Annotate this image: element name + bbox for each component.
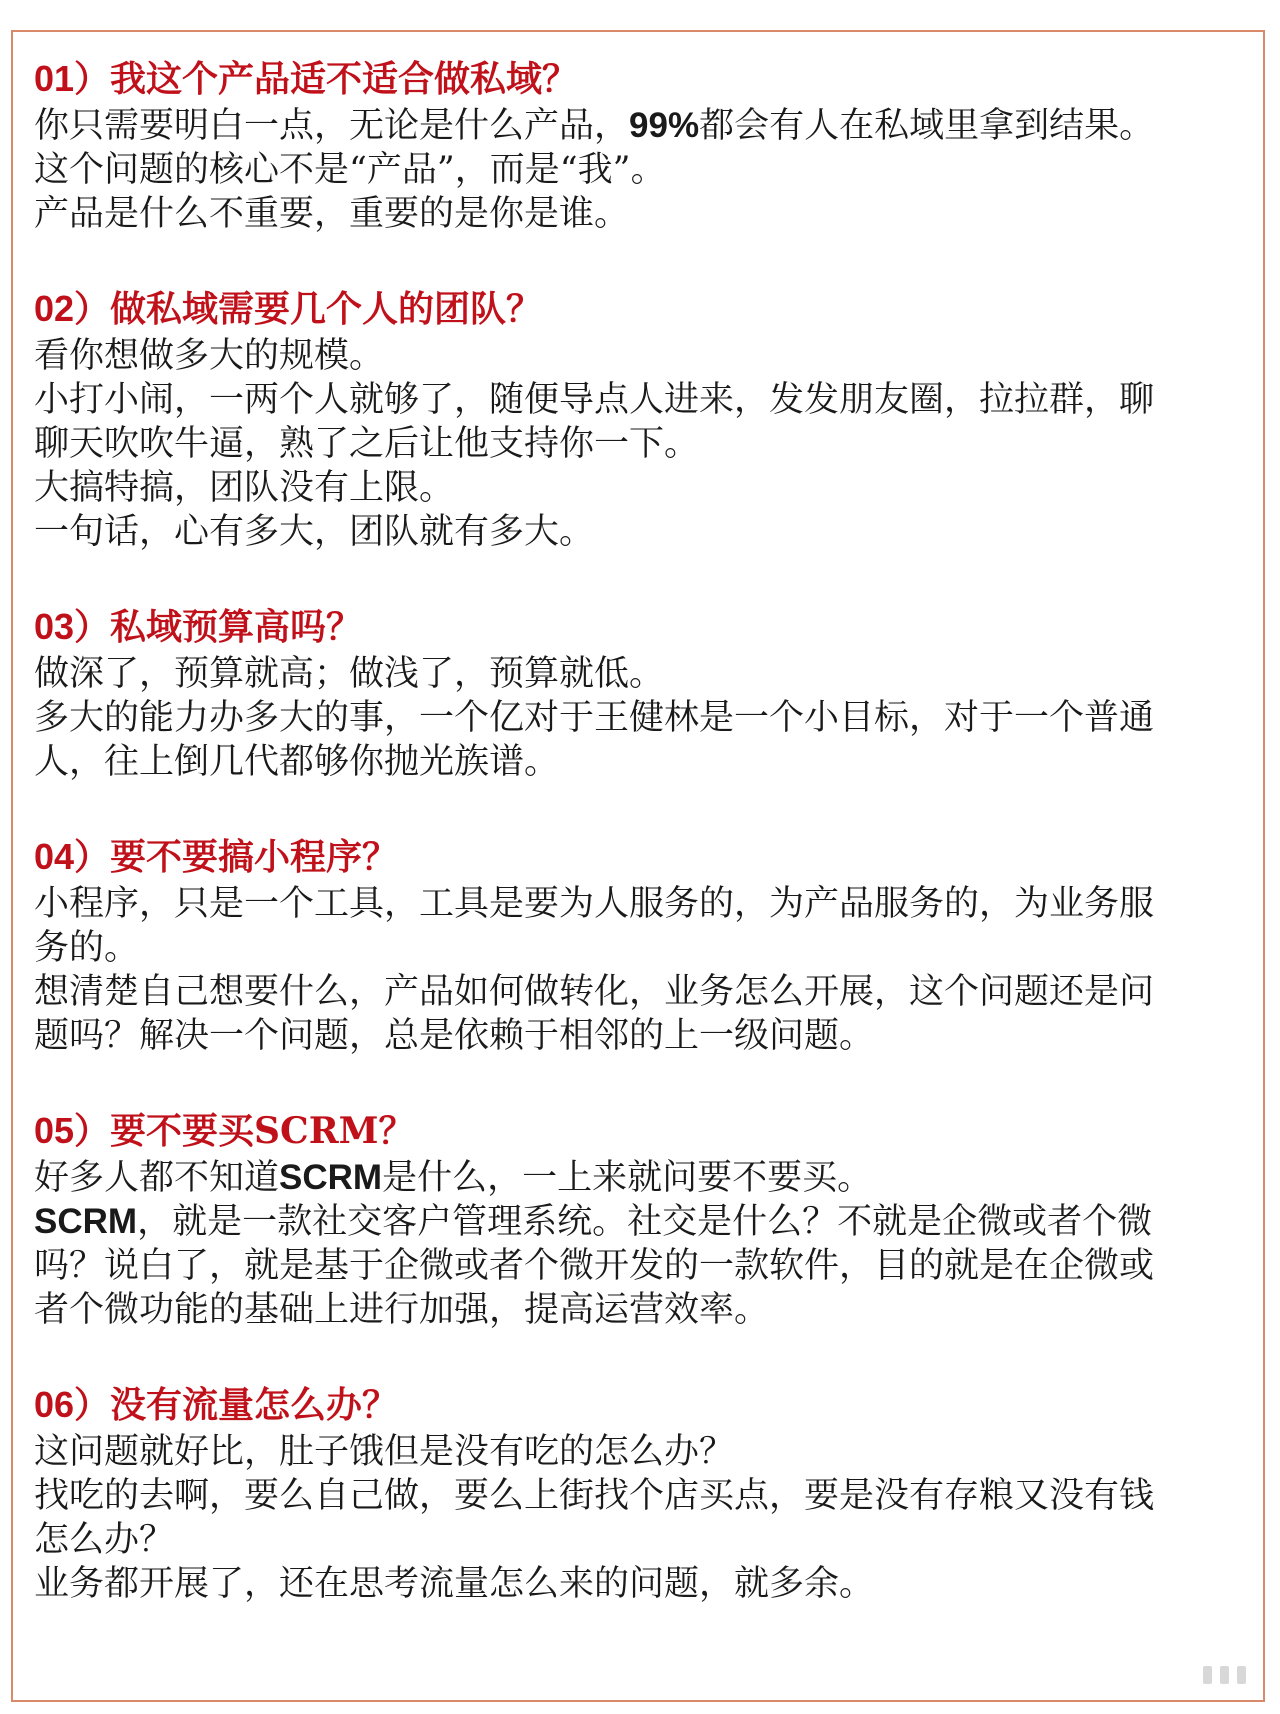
answer-line xyxy=(34,192,1264,236)
answer-text: 都会有人在私域里拿到结果。 xyxy=(699,106,1155,146)
answer-text: 想清楚自己想要什么，产品如何做转化，业务怎么开展，这个问题还是问 xyxy=(34,972,1155,1012)
answer-line xyxy=(34,652,1264,696)
answer-line xyxy=(34,1200,1264,1244)
answer-line xyxy=(34,104,1264,148)
answer-text: 聊天吹吹牛逼，熟了之后让他支持你一下。 xyxy=(34,424,700,464)
faq-question-heading xyxy=(34,54,1264,104)
answer-line xyxy=(34,1474,1264,1518)
answer-text: 人，往上倒几代都够你抛光族谱。 xyxy=(34,742,560,782)
answer-line xyxy=(34,926,1264,970)
faq-question-heading xyxy=(34,602,1264,652)
answer-text: 一句话，心有多大，团队就有多大。 xyxy=(34,512,595,552)
answer-line xyxy=(34,1244,1264,1288)
answer-text: 这问题就好比，肚子饿但是没有吃的怎么办？ xyxy=(34,1432,735,1472)
question-title: 做私域需要几个人的团队？ xyxy=(110,288,543,330)
answer-text: 好多人都不知道 xyxy=(34,1158,280,1198)
question-number: 03） xyxy=(34,606,111,647)
question-title: 要不要买SCRM？ xyxy=(110,1110,415,1152)
question-title: 要不要搞小程序？ xyxy=(110,836,399,878)
answer-text: 务的。 xyxy=(34,928,140,968)
answer-bold-text: SCRM xyxy=(34,1202,138,1241)
question-title: 没有流量怎么办？ xyxy=(110,1384,399,1426)
answer-text: 怎么办？ xyxy=(34,1520,175,1560)
answer-text: 多大的能力办多大的事，一个亿对于王健林是一个小目标，对于一个普通 xyxy=(34,698,1155,738)
question-number: 01） xyxy=(34,58,111,99)
answer-text: 小程序，只是一个工具，工具是要为人服务的，为产品服务的，为业务服 xyxy=(34,884,1155,924)
answer-text: 看你想做多大的规模。 xyxy=(34,336,385,376)
question-number: 04） xyxy=(34,836,111,877)
answer-line xyxy=(34,1562,1264,1606)
answer-text: 者个微功能的基础上进行加强，提高运营效率。 xyxy=(34,1290,770,1330)
answer-text: 大搞特搞，团队没有上限。 xyxy=(34,468,455,508)
answer-text: 题吗？解决一个问题，总是依赖于相邻的上一级问题。 xyxy=(34,1016,875,1056)
question-title: 我这个产品适不适合做私域？ xyxy=(110,58,579,100)
answer-line xyxy=(34,1156,1264,1200)
answer-line xyxy=(34,466,1264,510)
answer-text: 做深了，预算就高；做浅了，预算就低。 xyxy=(34,654,665,694)
answer-line xyxy=(34,740,1264,784)
answer-line xyxy=(34,970,1264,1014)
answer-line xyxy=(34,882,1264,926)
answer-line xyxy=(34,1430,1264,1474)
answer-bold-text: 99% xyxy=(629,106,700,145)
answer-line xyxy=(34,378,1264,422)
answer-line xyxy=(34,1518,1264,1562)
faq-section xyxy=(34,284,1264,554)
ellipsis-icon xyxy=(1203,1666,1246,1684)
answer-text: 吗？说白了，就是基于企微或者个微开发的一款软件，目的就是在企微或 xyxy=(34,1246,1155,1286)
faq-section xyxy=(34,54,1264,236)
answer-text: 找吃的去啊，要么自己做，要么上街找个店买点，要是没有存粮又没有钱 xyxy=(34,1476,1155,1516)
question-title: 私域预算高吗？ xyxy=(110,606,363,648)
answer-bold-text: SCRM xyxy=(279,1158,383,1197)
faq-section xyxy=(34,602,1264,784)
ellipsis-dot xyxy=(1237,1666,1246,1684)
faq-question-heading xyxy=(34,1380,1264,1430)
article-content xyxy=(34,54,1264,1606)
question-number: 05） xyxy=(34,1110,111,1151)
answer-text: 小打小闹，一两个人就够了，随便导点人进来，发发朋友圈，拉拉群，聊 xyxy=(34,380,1155,420)
faq-question-heading xyxy=(34,832,1264,882)
answer-text: 是什么，一上来就问要不要买。 xyxy=(382,1158,873,1198)
answer-line xyxy=(34,1288,1264,1332)
ellipsis-dot xyxy=(1220,1666,1229,1684)
answer-line xyxy=(34,148,1264,192)
answer-text: 这个问题的核心不是“产品”，而是“我”。 xyxy=(34,150,666,190)
answer-line xyxy=(34,334,1264,378)
answer-line xyxy=(34,422,1264,466)
question-number: 02） xyxy=(34,288,111,329)
answer-text: ，就是一款社交客户管理系统。社交是什么？不就是企微或者个微 xyxy=(137,1202,1153,1242)
faq-question-heading xyxy=(34,284,1264,334)
question-number: 06） xyxy=(34,1384,111,1425)
answer-text: 业务都开展了，还在思考流量怎么来的问题，就多余。 xyxy=(34,1564,875,1604)
answer-line xyxy=(34,1014,1264,1058)
ellipsis-dot xyxy=(1203,1666,1212,1684)
answer-text: 产品是什么不重要，重要的是你是谁。 xyxy=(34,194,630,234)
faq-section xyxy=(34,1106,1264,1332)
answer-line xyxy=(34,696,1264,740)
answer-line xyxy=(34,510,1264,554)
faq-section xyxy=(34,832,1264,1058)
answer-text: 你只需要明白一点，无论是什么产品， xyxy=(34,106,630,146)
faq-section xyxy=(34,1380,1264,1606)
faq-question-heading xyxy=(34,1106,1264,1156)
